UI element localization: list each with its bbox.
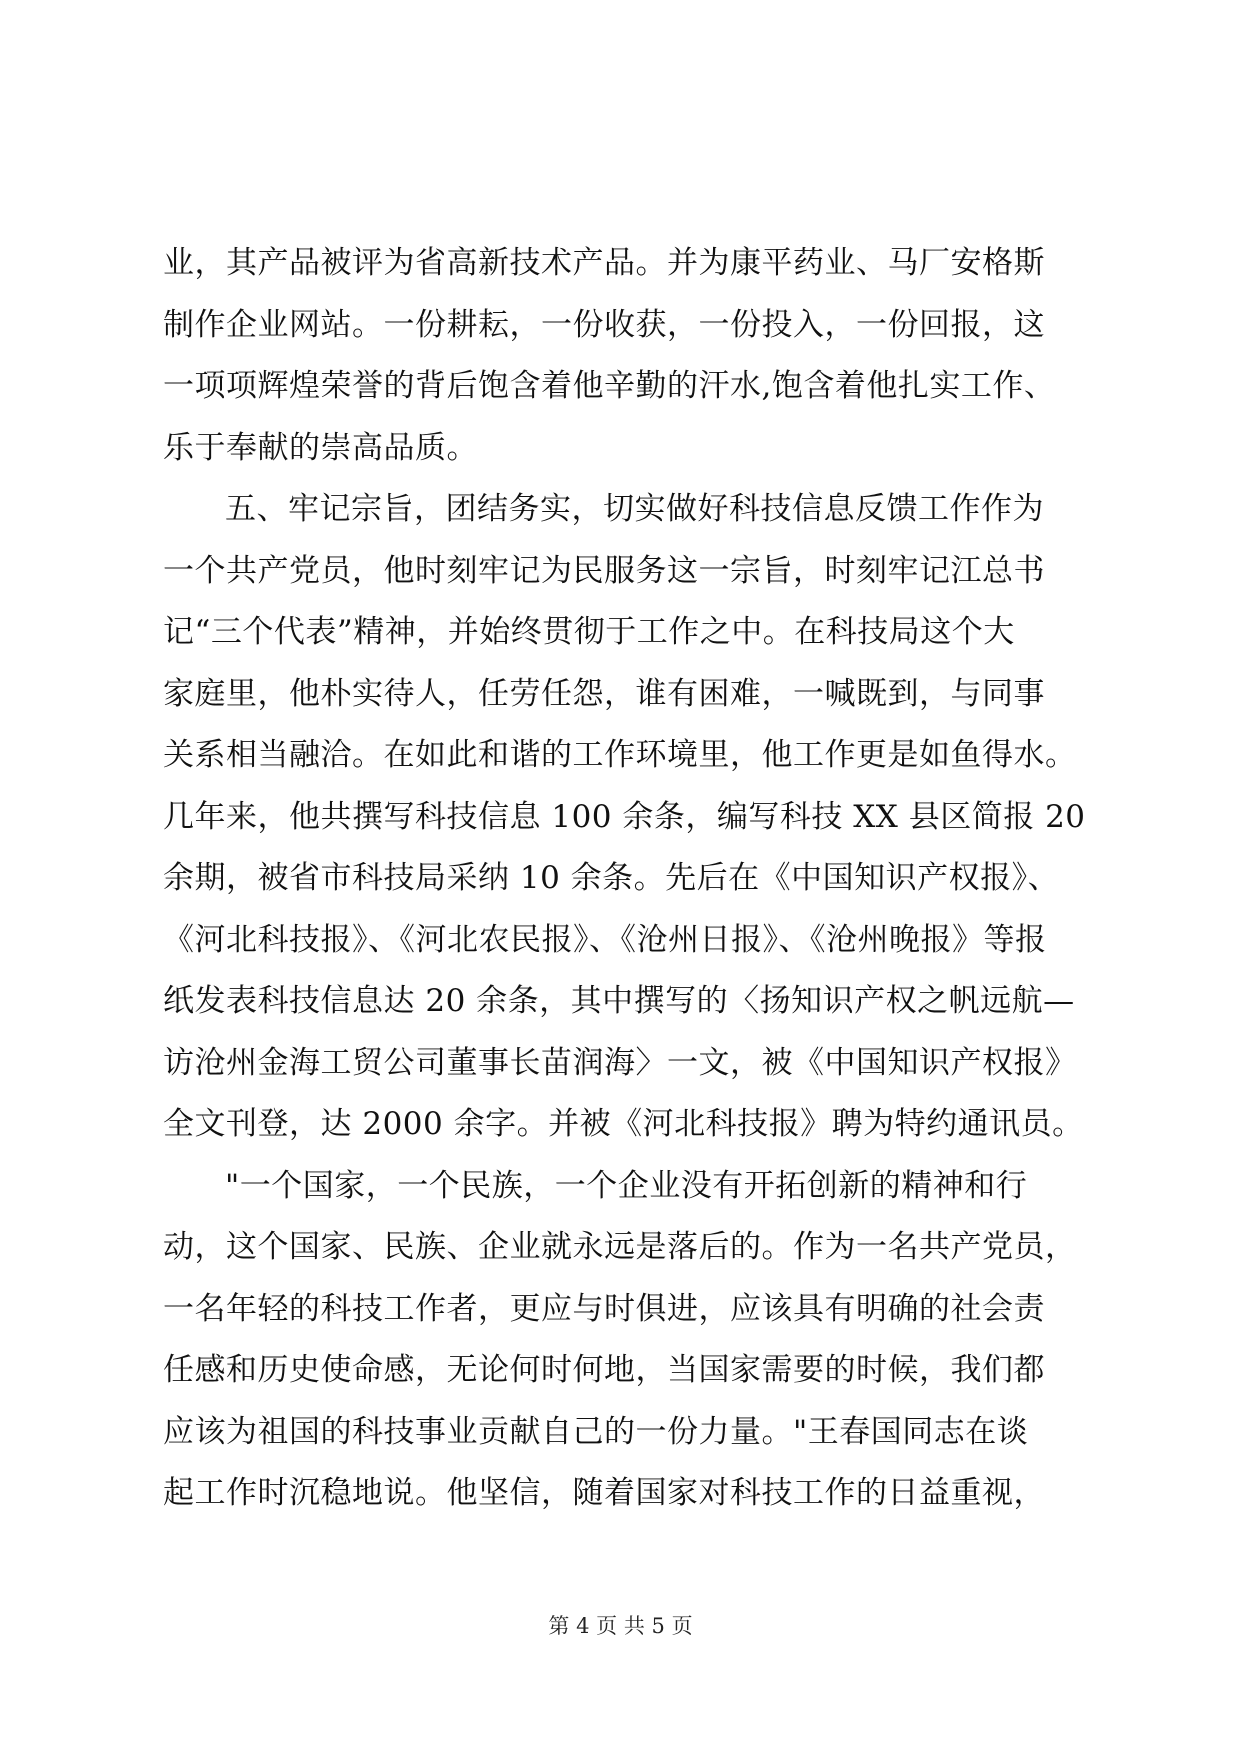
text-line: 动，这个国家、民族、企业就永远是落后的。作为一名共产党员，: [163, 1229, 1077, 1265]
text-line: 起工作时沉稳地说。他坚信，随着国家对科技工作的日益重视，: [163, 1475, 1045, 1511]
text-line: 应该为祖国的科技事业贡献自己的一份力量。"王春国同志在谈: [163, 1413, 1029, 1450]
text-line: 《河北科技报》、《河北农民报》、《沧州日报》、《沧州晚报》等报: [163, 921, 1047, 958]
page-suffix: 页: [671, 1614, 693, 1638]
text-line: 全文刊登，达 2000 余字。并被《河北科技报》聘为特约通讯员。: [163, 1106, 1084, 1142]
page-total-number: 5: [651, 1614, 665, 1638]
text-line: 业，其产品被评为省高新技术产品。并为康平药业、马厂安格斯: [163, 245, 1045, 281]
text-line: 家庭里，他朴实待人，任劳任怨，谁有困难，一喊既到，与同事: [163, 675, 1045, 712]
text-line: 任感和历史使命感，无论何时何地，当国家需要的时候，我们都: [163, 1352, 1045, 1388]
text-line: 一项项辉煌荣誉的背后饱含着他辛勤的汗水,饱含着他扎实工作、: [163, 368, 1056, 404]
text-line: 一名年轻的科技工作者，更应与时俱进，应该具有明确的社会责: [163, 1290, 1045, 1327]
text-line: 记“三个代表”精神，并始终贯彻于工作之中。在科技局这个大: [163, 614, 1015, 650]
text-line: 纸发表科技信息达 20 余条，其中撰写的〈扬知识产权之帆远航—: [163, 983, 1075, 1019]
page-middle-text: 页 共: [596, 1614, 645, 1638]
body-text: [163, 233, 1123, 1525]
text-line: 乐于奉献的崇高品质。: [163, 429, 478, 466]
text-line: 余期，被省市科技局采纳 10 余条。先后在《中国知识产权报》、: [163, 860, 1060, 896]
text-line: 关系相当融洽。在如此和谐的工作环境里，他工作更是如鱼得水。: [163, 737, 1077, 773]
text-line: 访沧州金海工贸公司董事长苗润海〉一文，被《中国知识产权报》: [163, 1044, 1077, 1081]
page-footer: [0, 1612, 1241, 1640]
page-prefix: 第: [548, 1614, 570, 1638]
text-line: 制作企业网站。一份耕耘，一份收获，一份投入，一份回报，这: [163, 306, 1045, 343]
text-line: 一个共产党员，他时刻牢记为民服务这一宗旨，时刻牢记江总书: [163, 552, 1045, 589]
text-line: 几年来，他共撰写科技信息 100 余条，编写科技 XX 县区简报 20: [163, 798, 1086, 835]
paragraph-start-line: "一个国家，一个民族，一个企业没有开拓创新的精神和行: [225, 1167, 1028, 1204]
section-heading-line: 五、牢记宗旨，团结务实，切实做好科技信息反馈工作作为: [225, 491, 1044, 527]
page-current-number: 4: [576, 1614, 590, 1638]
